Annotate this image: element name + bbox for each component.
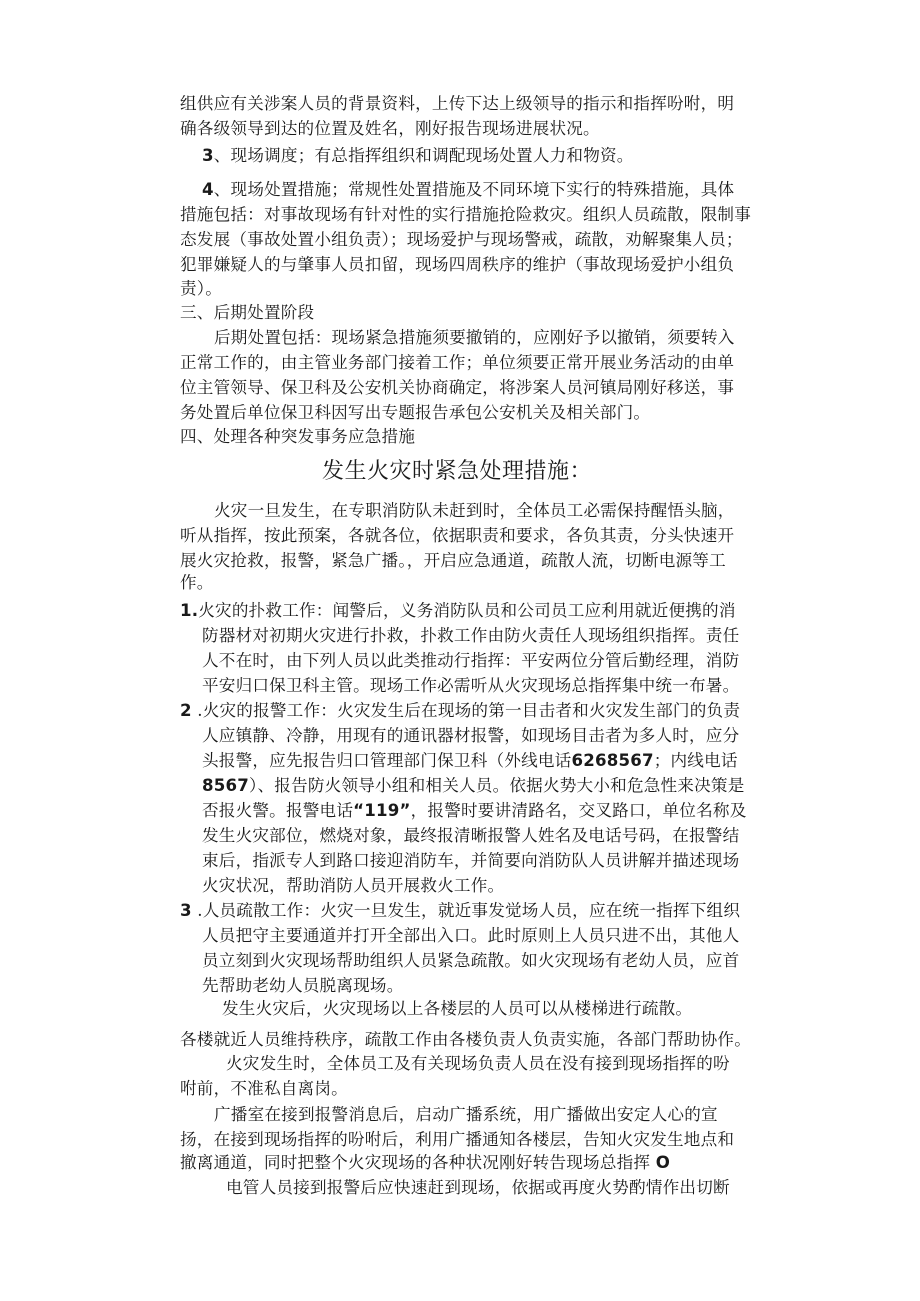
- list-item-text: 否报火警。报警电话: [202, 801, 354, 820]
- list-item-line: 发生火灾部位，燃烧对象，最终报清晰报警人姓名及电话号码，在报警结: [202, 826, 740, 845]
- paragraph-line: 作。: [180, 573, 214, 592]
- list-item-text: .火灾的报警工作：火灾发生后在现场的第一目击者和火灾发生部门的负责: [197, 701, 741, 720]
- list-item: [180, 599, 736, 623]
- list-number: 3: [202, 146, 214, 165]
- section-title: 三、后期处置阶段: [180, 303, 315, 322]
- list-item-line: 束后，指派专人到路口接迎消防车，并简要向消防队人员讲解并描述现场: [202, 851, 740, 870]
- list-item-text: 头报警，应先报告归口管理部门保卫科（外线电话: [202, 751, 572, 770]
- paragraph-line: 态发展（事故处置小组负责）；现场爱护与现场警戒，疏散，劝解聚集人员；: [180, 230, 743, 249]
- paragraph-text: 、现场调度；有总指挥组织和调配现场处置人力和物资。: [213, 146, 634, 165]
- list-item-text: .人员疏散工作：火灾一旦发生，就近事发觉场人员，应在统一指挥下组织: [197, 901, 741, 920]
- paragraph-line: 措施包括：对事故现场有针对性的实行措施抢险救灾。组织人员疏散，限制事: [180, 205, 751, 224]
- paragraph-line: 各楼就近人员维持秩序，疏散工作由各楼负责人负责实施，各部门帮助协作。: [180, 1030, 751, 1049]
- paragraph-line: [202, 144, 634, 168]
- list-item-line: 员立刻到火灾现场帮助组织人员紧急疏散。如火灾现场有老幼人员，应首: [202, 951, 740, 970]
- list-item-line: 人应镇静、冷静，用现有的通讯器材报警，如现场目击者为多人时，应分: [202, 726, 740, 745]
- paragraph-line: 组供应有关涉案人员的背景资料，上传下达上级领导的指示和指挥吩咐，明: [180, 94, 735, 113]
- page-heading: 发生火灾时紧急处理措施：: [322, 459, 593, 484]
- paragraph-line: 火灾发生时，全体员工及有关现场负责人员在没有接到现场指挥的吩: [226, 1054, 730, 1073]
- list-item-line: [202, 774, 745, 798]
- paragraph-line: 发生火灾后，火灾现场以上各楼层的人员可以从楼梯进行疏散。: [222, 999, 693, 1018]
- paragraph-line: 咐前，不准私自离岗。: [180, 1079, 348, 1098]
- list-item-text: ；内线电话: [653, 751, 738, 770]
- paragraph-line: 电管人员接到报警后应快速赶到现场，依据或再度火势酌情作出切断: [226, 1178, 730, 1197]
- list-item-line: 人不在时，由下列人员以此类推动行指挥：平安两位分管后勤经理，消防: [202, 651, 740, 670]
- paragraph-line: [180, 1151, 670, 1175]
- paragraph-line: 务处置后单位保卫科因写出专题报告承包公安机关及相关部门。: [180, 403, 651, 422]
- section-title: 四、处理各种突发事务应急措施: [180, 427, 416, 446]
- list-item-text: 火灾的扑救工作：闻警后，义务消防队员和公司员工应利用就近便携的消: [198, 601, 736, 620]
- paragraph-line: 后期处置包括：现场紧急措施须要撤销的，应刚好予以撤销，须要转入: [214, 328, 735, 347]
- list-item-text: ，报警时要讲清路名，交叉路口，单位名称及: [410, 801, 747, 820]
- list-item: [180, 899, 740, 923]
- paragraph-line: 扬，在接到现场指挥的吩咐后，利用广播通知各楼层，告知火灾发生地点和: [180, 1130, 735, 1149]
- phone-number: 6268567: [571, 751, 654, 770]
- list-number: 4: [202, 180, 214, 199]
- list-item: [180, 699, 740, 723]
- phone-number: “119”: [353, 801, 411, 820]
- list-number: 2: [180, 701, 192, 720]
- list-number: 3: [180, 901, 192, 920]
- paragraph-text: 撤离通道，同时把整个火灾现场的各种状况刚好转告现场总指挥: [180, 1153, 651, 1172]
- paragraph-line: 展火灾抢救，报警，紧急广播。，开启应急通道，疏散人流，切断电源等工: [180, 551, 726, 570]
- list-item-line: [202, 799, 746, 823]
- paragraph-line: 责）。: [180, 279, 223, 298]
- paragraph-text: 、现场处置措施；常规性处置措施及不同环境下实行的特殊措施，具体: [213, 180, 735, 199]
- list-item-line: [202, 749, 738, 773]
- paragraph-line: 犯罪嫌疑人的与肇事人员扣留，现场四周秩序的维护（事故现场爱护小组负: [180, 255, 735, 274]
- paragraph-line: 位主管领导、保卫科及公安机关协商确定，将涉案人员河镇局刚好移送，事: [180, 378, 735, 397]
- paragraph-line: 确各级领导到达的位置及姓名，刚好报告现场进展状况。: [180, 119, 600, 138]
- list-item-line: 防器材对初期火灾进行扑救，扑救工作由防火责任人现场组织指挥。责任: [202, 626, 740, 645]
- list-item-text: ）、报告防火领导小组和相关人员。依据火势大小和危急性来决策是: [248, 776, 745, 795]
- phone-number: 8567: [202, 776, 249, 795]
- list-number: 1.: [180, 601, 199, 620]
- paragraph-text: O: [655, 1153, 671, 1172]
- paragraph-line: 正常工作的，由主管业务部门接着工作；单位须要正常开展业务活动的由单: [180, 353, 735, 372]
- paragraph-line: [202, 178, 734, 202]
- list-item-line: 平安归口保卫科主管。现场工作必需听从火灾现场总指挥集中统一布暑。: [202, 676, 740, 695]
- list-item-line: 人员把守主要通道并打开全部出入口。此时原则上人员只进不出，其他人: [202, 926, 740, 945]
- paragraph-line: 听从指挥，按此预案，各就各位，依据职责和要求，各负其责，分头快速开: [180, 526, 735, 545]
- paragraph-line: 广播室在接到报警消息后，启动广播系统，用广播做出安定人心的宣: [214, 1105, 718, 1124]
- list-item-line: 先帮助老幼人员脱离现场。: [202, 976, 404, 995]
- paragraph-line: 火灾一旦发生，在专职消防队未赶到时，全体员工必需保持醒悟头脑，: [214, 501, 735, 520]
- list-item-line: 火灾状况，帮助消防人员开展救火工作。: [202, 876, 505, 895]
